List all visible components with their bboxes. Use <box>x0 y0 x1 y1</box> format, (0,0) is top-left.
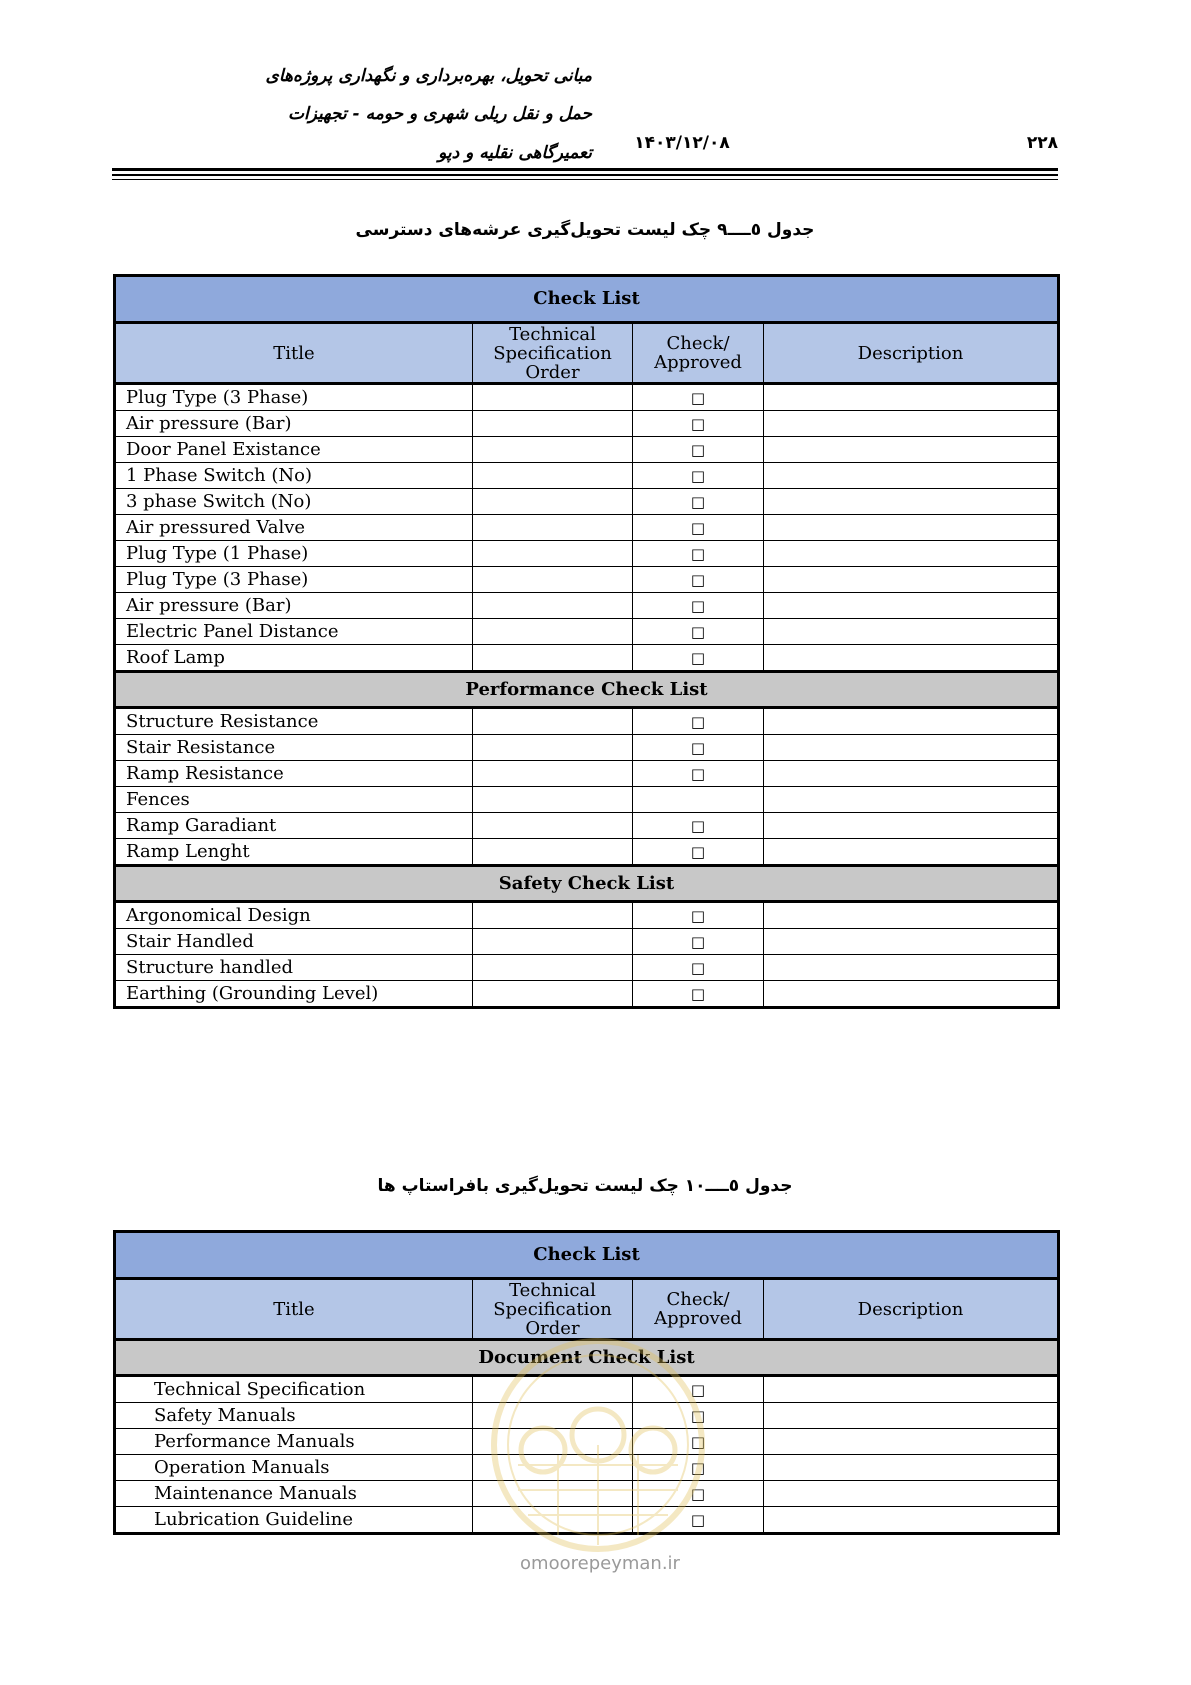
row-tech-spec <box>473 1403 633 1429</box>
row-tech-spec <box>473 1507 633 1534</box>
row-title: Operation Manuals <box>115 1455 473 1481</box>
row-description <box>764 929 1059 955</box>
row-title: Maintenance Manuals <box>115 1481 473 1507</box>
row-checkbox: □ <box>633 929 764 955</box>
row-tech-spec <box>473 813 633 839</box>
row-description <box>764 463 1059 489</box>
table-row <box>115 787 1059 813</box>
table-row <box>115 955 1059 981</box>
table-row <box>115 489 1059 515</box>
row-title: Plug Type (1 Phase) <box>115 541 473 567</box>
row-description <box>764 735 1059 761</box>
row-tech-spec <box>473 515 633 541</box>
table-row <box>115 1481 1059 1507</box>
row-description <box>764 902 1059 929</box>
row-title: Stair Resistance <box>115 735 473 761</box>
row-tech-spec <box>473 787 633 813</box>
row-title: Safety Manuals <box>115 1403 473 1429</box>
row-title: Earthing (Grounding Level) <box>115 981 473 1008</box>
row-description <box>764 839 1059 866</box>
row-description <box>764 645 1059 672</box>
table-row <box>115 593 1059 619</box>
row-tech-spec <box>473 489 633 515</box>
table-row <box>115 1455 1059 1481</box>
row-tech-spec <box>473 411 633 437</box>
row-title: Electric Panel Distance <box>115 619 473 645</box>
col-tech-spec-header: Technical Specification Order <box>473 323 633 384</box>
row-checkbox: □ <box>633 981 764 1008</box>
row-checkbox: □ <box>633 463 764 489</box>
row-checkbox: □ <box>633 541 764 567</box>
header-rule <box>112 174 1058 176</box>
row-title: Plug Type (3 Phase) <box>115 567 473 593</box>
table-row <box>115 1376 1059 1403</box>
row-title: Air pressure (Bar) <box>115 411 473 437</box>
row-description <box>764 567 1059 593</box>
row-checkbox: □ <box>633 1507 764 1534</box>
row-title: 1 Phase Switch (No) <box>115 463 473 489</box>
table9-main-header: Check List <box>115 276 1059 323</box>
section-header-row <box>115 1340 1059 1376</box>
table-row <box>115 761 1059 787</box>
row-checkbox: □ <box>633 839 764 866</box>
row-checkbox: □ <box>633 515 764 541</box>
row-title: Technical Specification <box>115 1376 473 1403</box>
page-number: ۲۲۸ <box>1026 133 1058 153</box>
row-checkbox: □ <box>633 708 764 735</box>
row-tech-spec <box>473 645 633 672</box>
table-row <box>115 902 1059 929</box>
table-row <box>115 929 1059 955</box>
section-header: Document Check List <box>115 1340 1059 1376</box>
row-checkbox: □ <box>633 619 764 645</box>
row-title: Performance Manuals <box>115 1429 473 1455</box>
col-description-header: Description <box>764 1279 1059 1340</box>
col-description-header: Description <box>764 323 1059 384</box>
table-row <box>115 813 1059 839</box>
row-tech-spec <box>473 1376 633 1403</box>
row-tech-spec <box>473 567 633 593</box>
row-title: Ramp Resistance <box>115 761 473 787</box>
row-checkbox: □ <box>633 902 764 929</box>
row-description <box>764 1376 1059 1403</box>
table10-main-header: Check List <box>115 1232 1059 1279</box>
section-header: Performance Check List <box>115 672 1059 708</box>
row-checkbox: □ <box>633 645 764 672</box>
row-description <box>764 813 1059 839</box>
table-row <box>115 839 1059 866</box>
table-row <box>115 384 1059 411</box>
row-checkbox: □ <box>633 813 764 839</box>
row-checkbox: □ <box>633 1429 764 1455</box>
row-title: Lubrication Guideline <box>115 1507 473 1534</box>
header-rule <box>112 168 1058 171</box>
row-title: Ramp Lenght <box>115 839 473 866</box>
header-title-line1: مبانی تحویل، بهره‌برداری و نگهداری پروژه‌های <box>265 66 592 86</box>
watermark-text: omoorepeyman.ir <box>520 1553 680 1574</box>
row-description <box>764 1481 1059 1507</box>
row-tech-spec <box>473 384 633 411</box>
table-row <box>115 708 1059 735</box>
row-tech-spec <box>473 593 633 619</box>
section-header: Safety Check List <box>115 866 1059 902</box>
row-title: 3 phase Switch (No) <box>115 489 473 515</box>
table-row <box>115 619 1059 645</box>
row-title: Ramp Garadiant <box>115 813 473 839</box>
row-description <box>764 384 1059 411</box>
col-title-header: Title <box>115 323 473 384</box>
row-tech-spec <box>473 1481 633 1507</box>
col-check-header: Check/ Approved <box>633 323 764 384</box>
table-row <box>115 645 1059 672</box>
row-checkbox: □ <box>633 489 764 515</box>
row-tech-spec <box>473 1455 633 1481</box>
row-tech-spec <box>473 735 633 761</box>
row-description <box>764 541 1059 567</box>
row-checkbox: □ <box>633 567 764 593</box>
table-row <box>115 735 1059 761</box>
row-description <box>764 515 1059 541</box>
row-tech-spec <box>473 902 633 929</box>
row-description <box>764 1455 1059 1481</box>
row-checkbox: □ <box>633 1403 764 1429</box>
row-checkbox: □ <box>633 1455 764 1481</box>
table-row <box>115 437 1059 463</box>
row-description <box>764 593 1059 619</box>
row-tech-spec <box>473 839 633 866</box>
section-header-row <box>115 672 1059 708</box>
table-row <box>115 411 1059 437</box>
row-checkbox: □ <box>633 761 764 787</box>
header-title-line2: حمل و نقل ریلی شهری و حومه - تجهیزات <box>287 104 592 124</box>
col-tech-spec-header: Technical Specification Order <box>473 1279 633 1340</box>
row-tech-spec <box>473 708 633 735</box>
row-tech-spec <box>473 437 633 463</box>
row-checkbox: □ <box>633 437 764 463</box>
row-description <box>764 955 1059 981</box>
row-description <box>764 619 1059 645</box>
row-description <box>764 787 1059 813</box>
row-tech-spec <box>473 619 633 645</box>
row-description <box>764 489 1059 515</box>
row-checkbox: □ <box>633 1481 764 1507</box>
row-title: Fences <box>115 787 473 813</box>
table-row <box>115 567 1059 593</box>
row-title: Plug Type (3 Phase) <box>115 384 473 411</box>
row-description <box>764 1429 1059 1455</box>
table-row <box>115 463 1059 489</box>
header-rule <box>112 179 1058 180</box>
row-title: Structure handled <box>115 955 473 981</box>
row-checkbox: □ <box>633 735 764 761</box>
row-title: Air pressured Valve <box>115 515 473 541</box>
row-checkbox: □ <box>633 955 764 981</box>
table-row <box>115 981 1059 1008</box>
row-tech-spec <box>473 541 633 567</box>
row-title: Air pressure (Bar) <box>115 593 473 619</box>
table10-check-list <box>113 1230 1060 1535</box>
row-tech-spec <box>473 463 633 489</box>
table-row <box>115 1429 1059 1455</box>
row-checkbox: □ <box>633 1376 764 1403</box>
row-tech-spec <box>473 955 633 981</box>
row-title: Argonomical Design <box>115 902 473 929</box>
table-row <box>115 1403 1059 1429</box>
row-description <box>764 1507 1059 1534</box>
row-description <box>764 708 1059 735</box>
row-description <box>764 1403 1059 1429</box>
header-date: ۱۴۰۳/۱۲/۰۸ <box>634 133 730 153</box>
table-row <box>115 541 1059 567</box>
row-description <box>764 437 1059 463</box>
table10-caption: جدول ٥ــــ١٠ چک لیست تحویل‌گیری بافراستاپ ها <box>377 1176 793 1196</box>
row-title: Structure Resistance <box>115 708 473 735</box>
row-checkbox: □ <box>633 411 764 437</box>
col-title-header: Title <box>115 1279 473 1340</box>
section-header-row <box>115 866 1059 902</box>
table-row <box>115 515 1059 541</box>
row-tech-spec <box>473 1429 633 1455</box>
col-check-header: Check/ Approved <box>633 1279 764 1340</box>
row-description <box>764 411 1059 437</box>
row-title: Stair Handled <box>115 929 473 955</box>
row-title: Door Panel Existance <box>115 437 473 463</box>
row-tech-spec <box>473 929 633 955</box>
row-description <box>764 761 1059 787</box>
table9-caption: جدول ٥ــــ٩ چک لیست تحویل‌گیری عرشه‌های دسترسی <box>355 220 815 240</box>
page-header <box>112 60 1058 170</box>
row-tech-spec <box>473 761 633 787</box>
row-checkbox: □ <box>633 593 764 619</box>
header-title-line3: تعمیرگاهی نقلیه و دپو <box>438 143 592 163</box>
row-description <box>764 981 1059 1008</box>
row-checkbox <box>633 787 764 813</box>
row-checkbox: □ <box>633 384 764 411</box>
table9-check-list <box>113 274 1060 1009</box>
row-title: Roof Lamp <box>115 645 473 672</box>
table-row <box>115 1507 1059 1534</box>
row-tech-spec <box>473 981 633 1008</box>
